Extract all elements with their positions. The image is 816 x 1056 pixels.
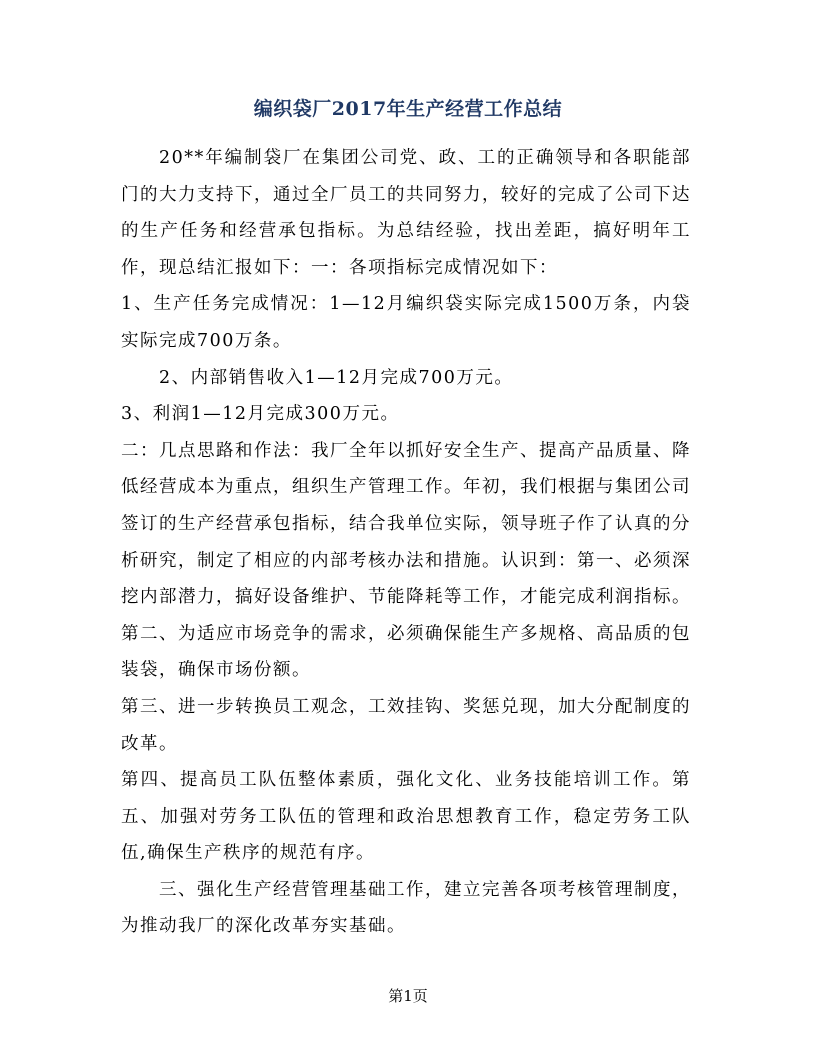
paragraph-production-task: 1、生产任务完成情况：1—12月编织袋实际完成1500万条，内袋实际完成700万条。	[121, 294, 691, 351]
paragraph-fourth-fifth: 第四、提高员工队伍整体素质，强化文化、业务技能培训工作。第五、加强对劳务工队伍的管理和政治思想教育工作，稳定劳务工队伍,确保生产秩序的规范有序。	[121, 770, 691, 864]
document-body	[121, 140, 691, 945]
paragraph-second: 第二、为适应市场竞争的需求，必须确保能生产多规格、高品质的包装袋，确保市场份额。	[121, 623, 691, 681]
document-title: 编织袋厂2017年生产经营工作总结	[253, 98, 563, 120]
paragraph-section-three: 三、强化生产经营管理基础工作，建立完善各项考核管理制度，为推动我厂的深化改革夯实基础。	[121, 879, 691, 937]
paragraph-sales-revenue: 2、内部销售收入1—12月完成700万元。	[159, 367, 514, 388]
page-number: 第1页	[388, 987, 428, 1005]
paragraph-profit: 3、利润1—12月完成300万元。	[121, 404, 400, 425]
paragraph-intro: 20**年编制袋厂在集团公司党、政、工的正确领导和各职能部门的大力支持下，通过全厂员工的共同努力，较好的完成了公司下达的生产任务和经营承包指标。为总结经验，找出差距，搞好明年工作，现总结汇报如下：一：各项指标完成情况如下：	[121, 148, 691, 278]
paragraph-approach: 二：几点思路和作法：我厂全年以抓好安全生产、提高产品质量、降低经营成本为重点，组织生产管理工作。年初，我们根据与集团公司签订的生产经营承包指标，结合我单位实际，领导班子作了认真的分析研究，制定了相应的内部考核办法和措施。认识到：第一、必须深挖内部潜力，搞好设备维护、节能降耗等工作，才能完成利润指标。	[121, 440, 691, 608]
paragraph-third: 第三、进一步转换员工观念，工效挂钩、奖惩兑现，加大分配制度的改革。	[121, 696, 691, 754]
